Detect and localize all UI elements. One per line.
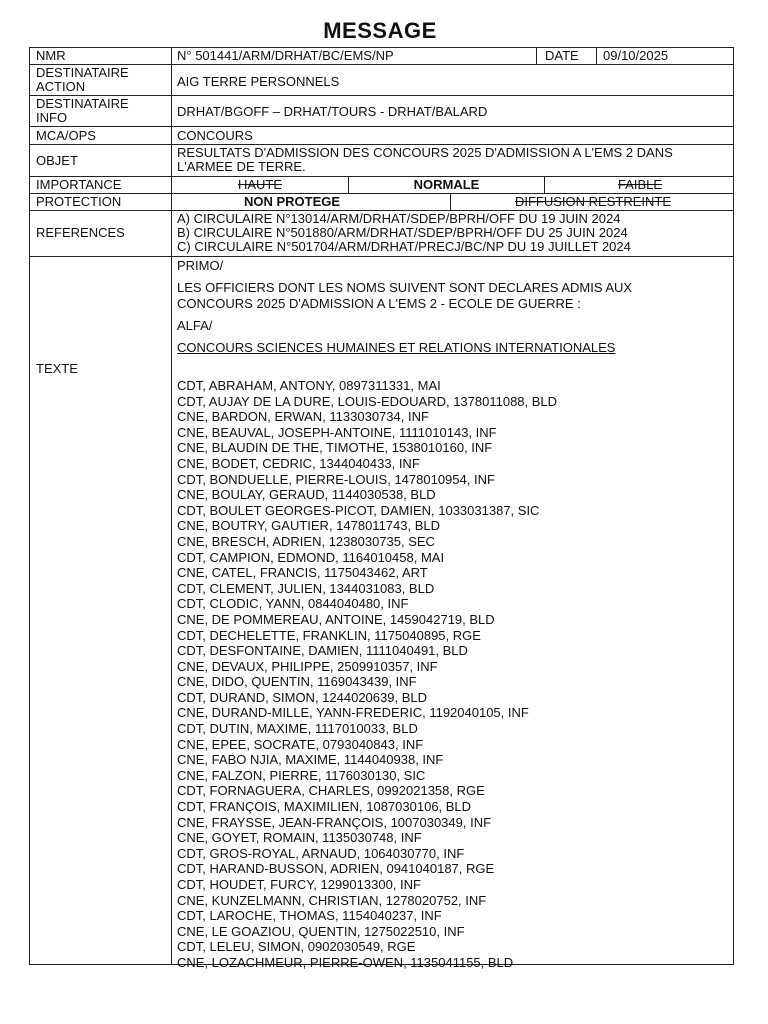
dest-action-label-2: ACTION: [36, 79, 86, 94]
nmr-label: NMR: [36, 48, 66, 63]
list-item: CNE, FABO NJIA, MAXIME, 1144040938, INF: [177, 752, 444, 768]
list-item: CNE, FRAYSSE, JEAN-FRANÇOIS, 1007030349, INF: [177, 814, 492, 830]
reference-c: C) CIRCULAIRE N°501704/ARM/DRHAT/PRECJ/BC/NP DU 19 JUILLET 2024: [177, 239, 631, 254]
texte-label: TEXTE: [36, 361, 78, 376]
protection-row: [30, 194, 733, 211]
list-item: CDT, LELEU, SIMON, 0902030549, RGE: [177, 939, 416, 955]
dest-info-label-2: INFO: [36, 110, 68, 125]
list-item: CDT, LAROCHE, THOMAS, 1154040237, INF: [177, 908, 442, 924]
page-title: MESSAGE: [323, 18, 437, 43]
list-item: CNE, BARDON, ERWAN, 1133030734, INF: [177, 409, 429, 425]
primo-heading: PRIMO/: [177, 258, 224, 273]
references-row: [30, 211, 733, 257]
list-item: CNE, DEVAUX, PHILIPPE, 2509910357, INF: [177, 658, 438, 674]
protection-diffusion-restreinte: DIFFUSION RESTREINTE: [514, 194, 671, 209]
texte-section: [30, 257, 733, 970]
protection-label: PROTECTION: [36, 194, 122, 209]
dest-info-row: [30, 96, 733, 127]
list-item: CDT, CLEMENT, JULIEN, 1344031083, BLD: [177, 580, 435, 596]
mca-value: CONCOURS: [177, 128, 253, 143]
list-item: CNE, BODET, CEDRIC, 1344040433, INF: [177, 455, 420, 471]
list-item: CNE, DURAND-MILLE, YANN-FREDERIC, 1192040105, INF: [177, 705, 529, 721]
importance-faible: FAIBLE: [617, 177, 663, 192]
list-item: CDT, HOUDET, FURCY, 1299013300, INF: [177, 877, 421, 892]
list-item: CDT, GROS-ROYAL, ARNAUD, 1064030770, INF: [177, 845, 465, 861]
list-item: CDT, ABRAHAM, ANTONY, 0897311331, MAI: [177, 378, 441, 393]
importance-normale: NORMALE: [413, 177, 480, 192]
list-item: CDT, FRANÇOIS, MAXIMILIEN, 1087030106, BLD: [177, 799, 472, 815]
objet-row: [30, 145, 733, 177]
references-label: REFERENCES: [36, 225, 125, 240]
dest-info-value: DRHAT/BGOFF – DRHAT/TOURS - DRHAT/BALARD: [177, 104, 488, 119]
list-item: CNE, CATEL, FRANCIS, 1175043462, ART: [177, 565, 428, 581]
divider: [596, 48, 597, 64]
list-item: CNE, LOZACHMEUR, PIERRE-OWEN, 1135041155, BLD: [177, 954, 514, 970]
list-item: CNE, BLAUDIN DE THE, TIMOTHE, 1538010160, INF: [177, 440, 493, 456]
texte-body: [177, 259, 723, 971]
list-item: CNE, BOULAY, GERAUD, 1144030538, BLD: [177, 487, 436, 503]
mca-row: [30, 127, 733, 145]
reference-a: A) CIRCULAIRE N°13014/ARM/DRHAT/SDEP/BPRH/OFF DU 19 JUIN 2024: [177, 211, 621, 226]
protection-non-protege: NON PROTEGE: [243, 194, 341, 209]
list-item: CDT, HARAND-BUSSON, ADRIEN, 0941040187, RGE: [177, 861, 495, 877]
list-item: CNE, LE GOAZIOU, QUENTIN, 1275022510, INF: [177, 923, 465, 939]
list-item: CDT, DUTIN, MAXIME, 1117010033, BLD: [177, 721, 418, 737]
importance-row: [30, 177, 733, 194]
list-item: CDT, CLODIC, YANN, 0844040480, INF: [177, 596, 409, 612]
importance-label: IMPORTANCE: [36, 177, 122, 192]
intro-line-2: CONCOURS 2025 D'ADMISSION A L'EMS 2 - ECOLE DE GUERRE :: [177, 296, 581, 311]
list-item: CNE, BEAUVAL, JOSEPH-ANTOINE, 1111010143, INF: [177, 424, 497, 440]
list-item: CDT, BOULET GEORGES-PICOT, DAMIEN, 1033031387, SIC: [177, 502, 540, 518]
objet-value-2: L'ARMEE DE TERRE.: [177, 159, 306, 174]
nmr-value: N° 501441/ARM/DRHAT/BC/EMS/NP: [177, 48, 394, 63]
list-item: CDT, CAMPION, EDMOND, 1164010458, MAI: [177, 549, 445, 565]
intro-line-1: LES OFFICIERS DONT LES NOMS SUIVENT SONT DECLARES ADMIS AUX: [177, 280, 633, 295]
list-item: CNE, KUNZELMANN, CHRISTIAN, 1278020752, INF: [177, 892, 487, 908]
list-item: CNE, EPEE, SOCRATE, 0793040843, INF: [177, 736, 424, 752]
list-item: CDT, BONDUELLE, PIERRE-LOUIS, 1478010954, INF: [177, 471, 495, 487]
list-item: CNE, BOUTRY, GAUTIER, 1478011743, BLD: [177, 518, 441, 534]
alfa-heading: ALFA/: [177, 318, 213, 333]
list-item: CDT, DURAND, SIMON, 1244020639, BLD: [177, 689, 427, 705]
list-item: CNE, DIDO, QUENTIN, 1169043439, INF: [177, 674, 417, 690]
mca-label: MCA/OPS: [36, 128, 96, 143]
list-item: CDT, DECHELETTE, FRANKLIN, 1175040895, RGE: [177, 627, 481, 643]
nmr-row: [30, 48, 733, 65]
list-item: CNE, GOYET, ROMAIN, 1135030748, INF: [177, 830, 422, 846]
list-item: CNE, FALZON, PIERRE, 1176030130, SIC: [177, 767, 426, 783]
section-title: CONCOURS SCIENCES HUMAINES ET RELATIONS INTERNATIONALES: [177, 340, 616, 355]
dest-info-label-1: DESTINATAIRE: [36, 96, 129, 111]
date-label: DATE: [545, 48, 579, 63]
list-item: CDT, AUJAY DE LA DURE, LOUIS-EDOUARD, 1378011088, BLD: [177, 393, 558, 409]
divider: [536, 48, 537, 64]
importance-haute: HAUTE: [237, 177, 283, 192]
objet-value-1: RESULTATS D'ADMISSION DES CONCOURS 2025 D'ADMISSION A L'EMS 2 DANS: [177, 145, 673, 160]
list-item: CDT, FORNAGUERA, CHARLES, 0992021358, RGE: [177, 783, 485, 799]
message-form: [29, 47, 734, 970]
reference-b: B) CIRCULAIRE N°501880/ARM/DRHAT/SDEP/BPRH/OFF DU 25 JUIN 2024: [177, 225, 628, 240]
list-item: CDT, DESFONTAINE, DAMIEN, 1111040491, BLD: [177, 643, 468, 659]
list-item: CNE, BRESCH, ADRIEN, 1238030735, SEC: [177, 533, 435, 549]
date-value: 09/10/2025: [603, 48, 669, 63]
dest-action-label-1: DESTINATAIRE: [36, 65, 129, 80]
dest-action-value: AIG TERRE PERSONNELS: [177, 74, 340, 89]
list-item: CNE, DE POMMEREAU, ANTOINE, 1459042719, BLD: [177, 611, 495, 627]
dest-action-row: [30, 65, 733, 96]
admitted-officers-list: [177, 378, 723, 971]
objet-label: OBJET: [36, 153, 78, 168]
